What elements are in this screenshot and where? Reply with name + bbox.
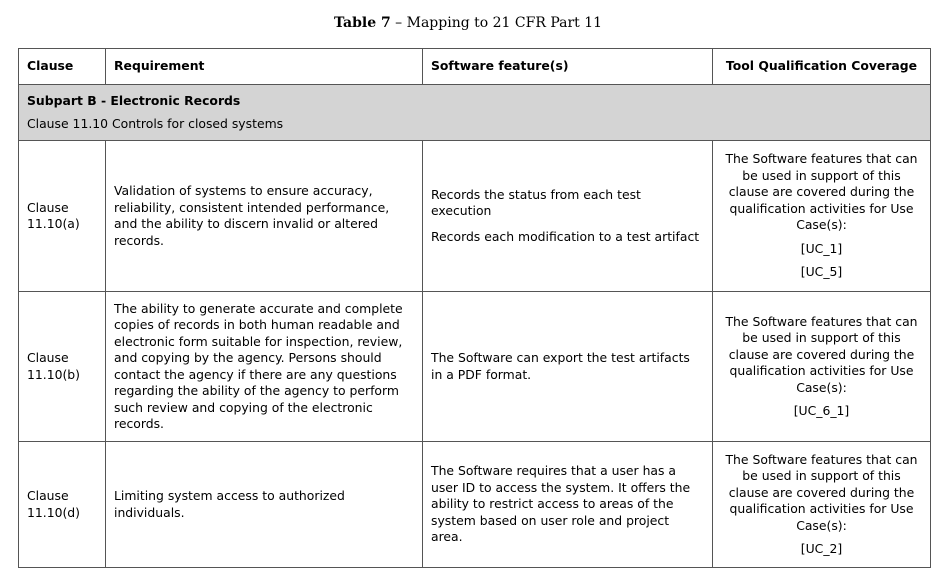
subpart-subtitle: Clause 11.10 Controls for closed systems — [27, 116, 284, 131]
coverage-text: The Software features that can be used in support of this clause are covered during the qualification activities for Use Case(s): — [725, 151, 918, 233]
clause-cell: Clause 11.10(d) — [19, 442, 106, 568]
feature-item: The Software requires that a user has a user ID to access the system. It offers the ability to restrict access to areas of the system based on user role and project area. — [431, 463, 691, 545]
requirement-cell: Validation of systems to ensure accuracy, reliability, consistent intended performance, and the ability to discern invalid or altered records. — [106, 141, 423, 292]
header-requirement: Requirement — [106, 49, 423, 85]
coverage-cell — [713, 442, 931, 568]
header-row — [19, 49, 931, 85]
features-cell — [423, 141, 713, 292]
use-case: [UC_5] — [800, 264, 843, 280]
table-number: Table 7 — [333, 15, 391, 31]
table-caption — [0, 15, 936, 31]
table-row — [19, 292, 931, 442]
clause-cell: Clause 11.10(a) — [19, 141, 106, 292]
table-row — [19, 141, 931, 292]
header-coverage: Tool Qualification Coverage — [713, 49, 931, 85]
features-cell — [423, 442, 713, 568]
feature-item: Records the status from each test execution — [431, 186, 641, 219]
table-title: – Mapping to 21 CFR Part 11 — [390, 15, 603, 31]
requirement-cell: The ability to generate accurate and complete copies of records in both human readable and electronic form suitable for inspection, review, and copying by the agency. Persons should contact the agency if there are any questions regarding the ability of the agency to perform such review and copying of the electronic records. — [106, 292, 423, 442]
use-case: [UC_1] — [800, 240, 843, 256]
use-case: [UC_6_1] — [793, 403, 850, 418]
header-software-features: Software feature(s) — [423, 49, 713, 85]
feature-item: Records each modification to a test artifact — [431, 228, 700, 244]
coverage-text: The Software features that can be used in support of this clause are covered during the qualification activities for Use Case(s): — [725, 451, 918, 533]
coverage-cell — [713, 292, 931, 442]
clause-cell: Clause 11.10(b) — [19, 292, 106, 442]
table-row — [19, 442, 931, 568]
cfr-mapping-table — [18, 48, 931, 568]
use-case: [UC_2] — [800, 541, 843, 556]
requirement-cell: Limiting system access to authorized individuals. — [106, 442, 423, 568]
features-cell — [423, 292, 713, 442]
coverage-cell — [713, 141, 931, 292]
feature-item: The Software can export the test artifacts in a PDF format. — [431, 350, 690, 382]
subpart-row — [19, 85, 931, 141]
subpart-title: Subpart B - Electronic Records — [27, 92, 241, 108]
header-clause: Clause — [19, 49, 106, 85]
coverage-text: The Software features that can be used in support of this clause are covered during the qualification activities for Use Case(s): — [725, 313, 918, 395]
